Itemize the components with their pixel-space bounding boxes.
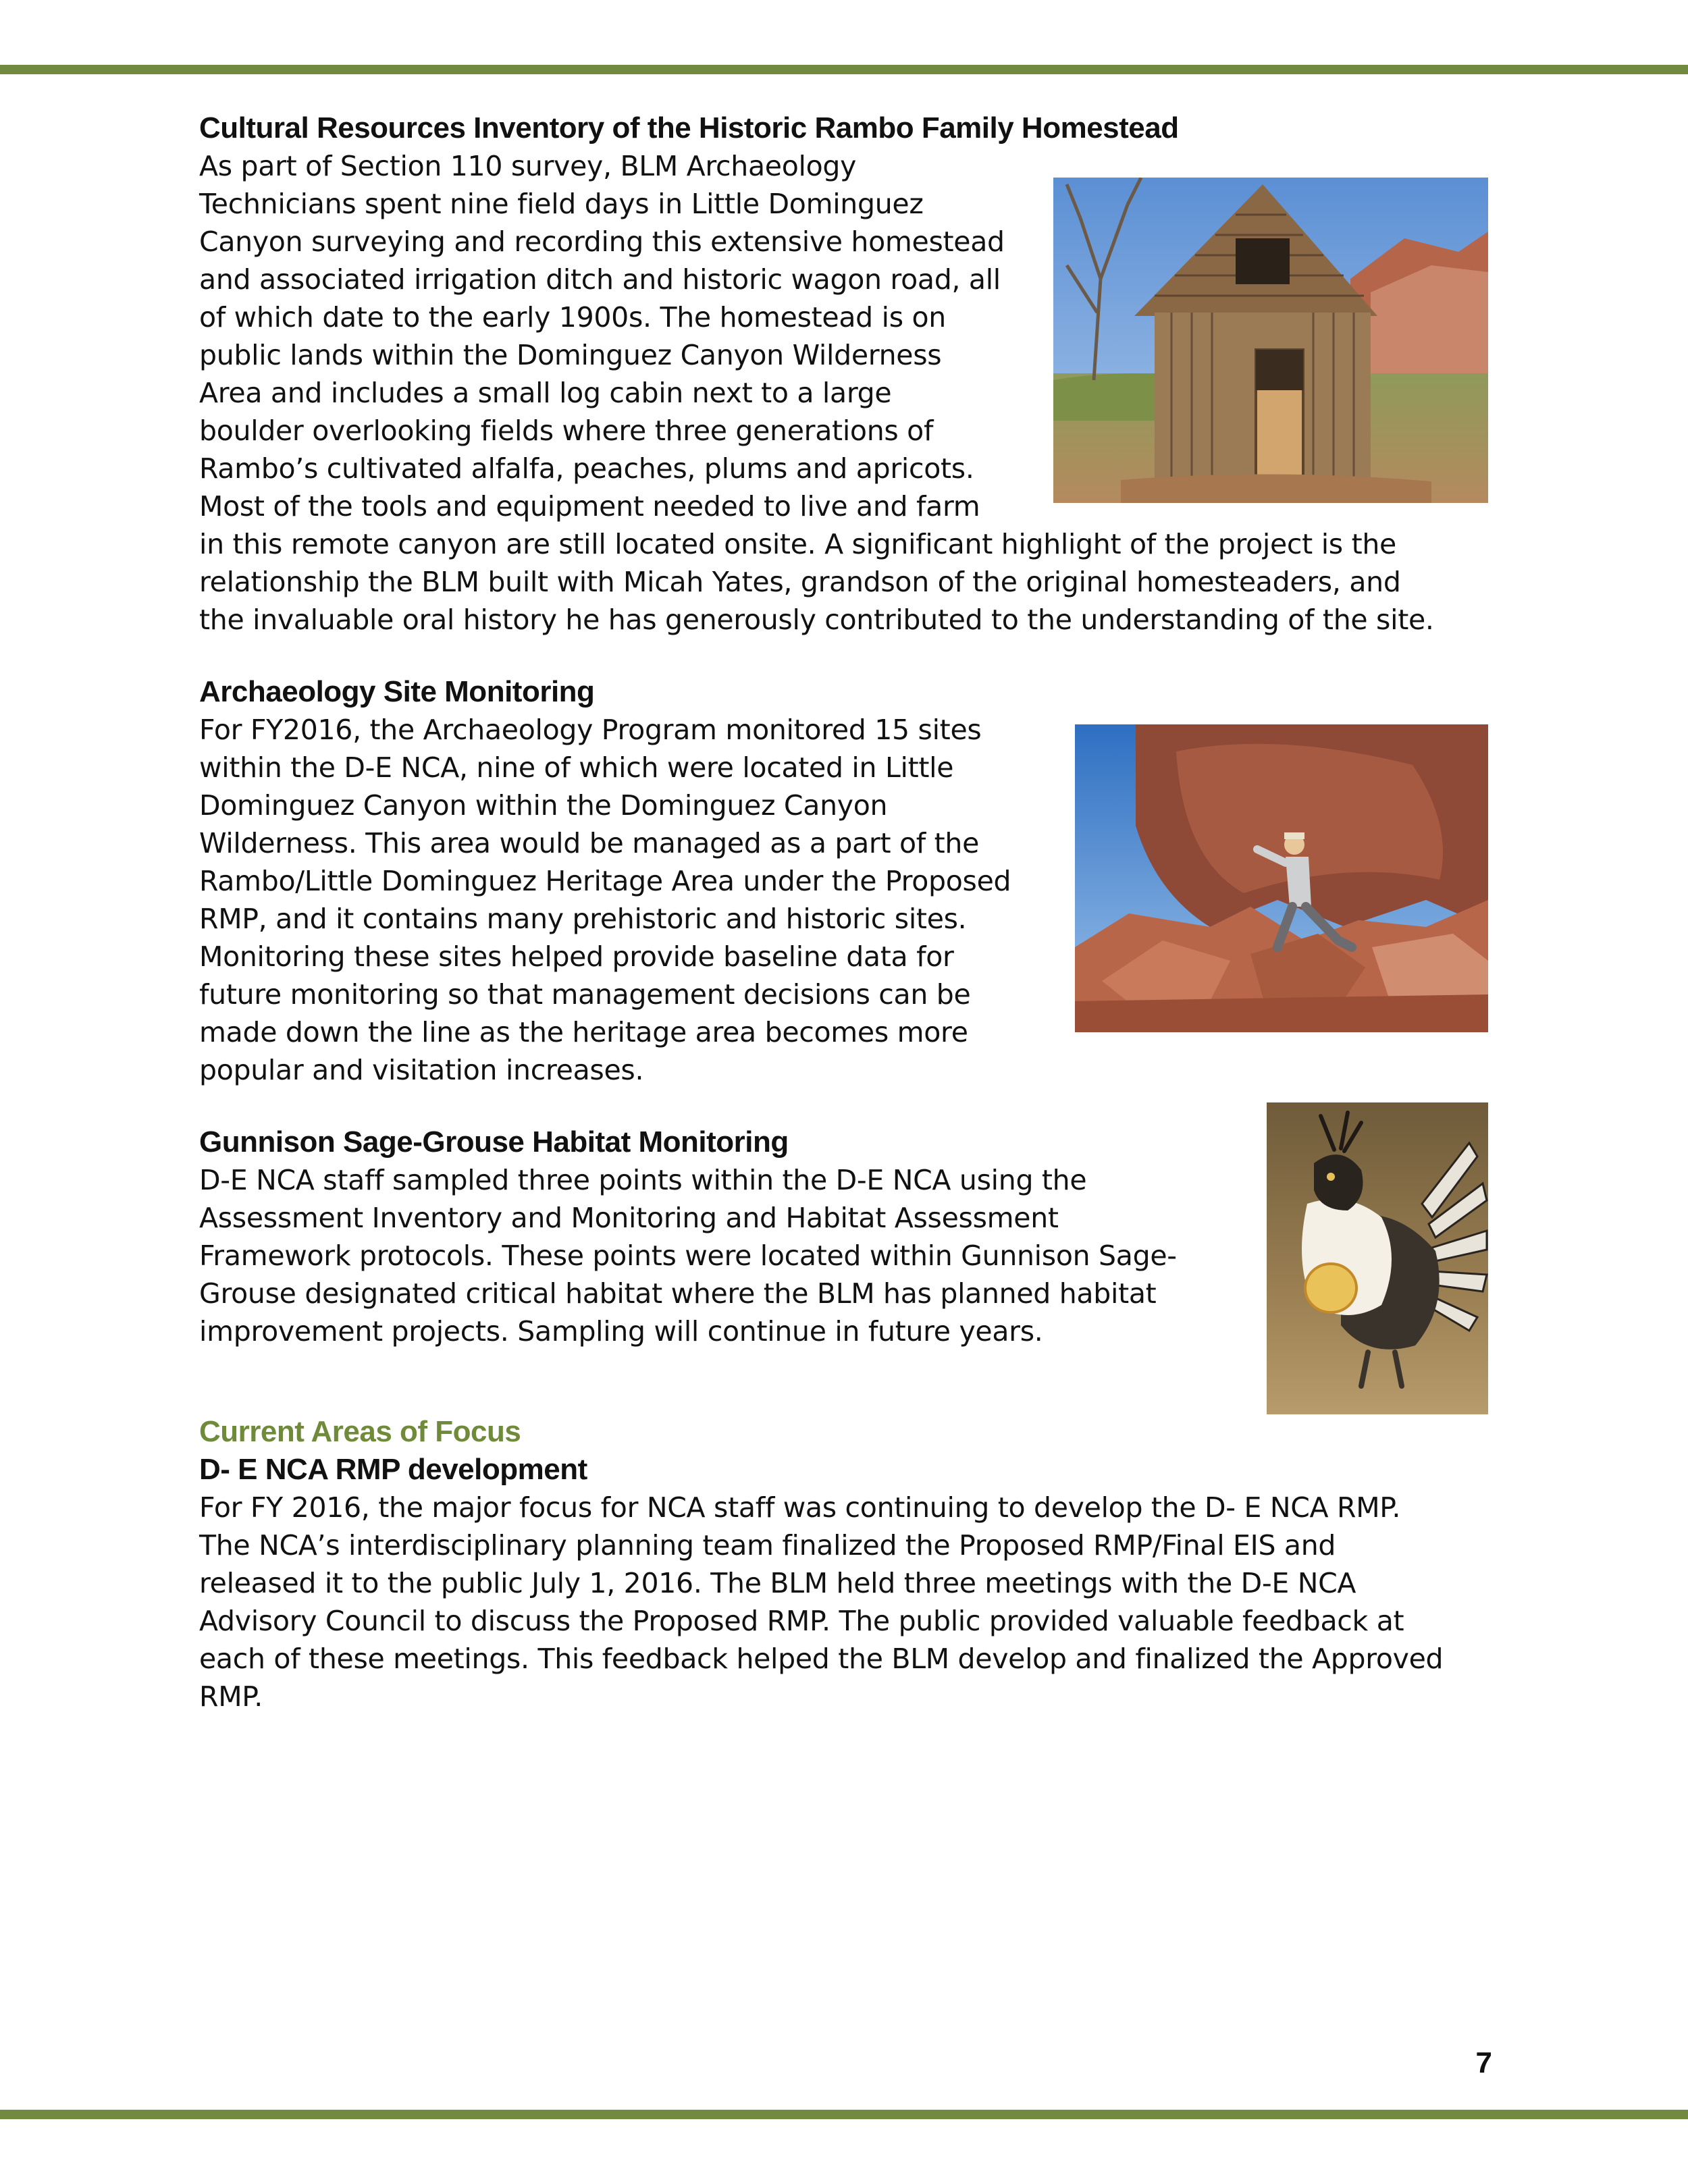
text-line: Advisory Council to discuss the Proposed RMP. The public provided valuable feedback at	[199, 1605, 1404, 1637]
text-line: Framework protocols. These points were located within Gunnison Sage-	[199, 1240, 1177, 1272]
text-line: relationship the BLM built with Micah Yates, grandson of the original homesteaders, and	[199, 566, 1401, 598]
text-line: released it to the public July 1, 2016. The BLM held three meetings with the D-E NCA	[199, 1567, 1356, 1599]
text-line: Canyon surveying and recording this extensive homestead	[199, 225, 1005, 258]
text-line: For FY 2016, the major focus for NCA staff was continuing to develop the D- E NCA RMP.	[199, 1491, 1401, 1524]
text-line: Rambo’s cultivated alfalfa, peaches, plums and apricots.	[199, 452, 974, 485]
text-line: The NCA’s interdisciplinary planning team finalized the Proposed RMP/Final EIS and	[199, 1529, 1336, 1562]
page-number: 7	[1475, 2046, 1492, 2079]
text-line: popular and visitation increases.	[199, 1054, 644, 1086]
sage-grouse-section-text	[199, 1161, 1177, 1350]
text-line: and associated irrigation ditch and historic wagon road, all	[199, 263, 1001, 296]
text-line: the invaluable oral history he has generously contributed to the understanding of the site.	[199, 604, 1434, 636]
focus-label: Current Areas of Focus	[199, 1415, 521, 1448]
text-line: Monitoring these sites helped provide baseline data for	[199, 940, 954, 973]
text-line: each of these meetings. This feedback helped the BLM develop and finalized the Approved	[199, 1643, 1444, 1675]
rmp-heading: D- E NCA RMP development	[199, 1453, 587, 1486]
bottom-rule	[0, 2110, 1688, 2119]
text-line: improvement projects. Sampling will continue in future years.	[199, 1315, 1043, 1348]
top-rule	[0, 65, 1688, 74]
text-line: made down the line as the heritage area becomes more	[199, 1016, 968, 1048]
cabin-section-heading: Cultural Resources Inventory of the Historic Rambo Family Homestead	[199, 111, 1179, 144]
text-line: RMP, and it contains many prehistoric and historic sites.	[199, 903, 967, 935]
rmp-text	[199, 1489, 1443, 1715]
sage-grouse-section-heading: Gunnison Sage-Grouse Habitat Monitoring	[199, 1125, 789, 1158]
text-line: As part of Section 110 survey, BLM Archaeology	[199, 150, 857, 182]
text-line: Area and includes a small log cabin next to a large	[199, 377, 892, 409]
archaeology-section-text	[199, 711, 1011, 1089]
text-line: Grouse designated critical habitat where the BLM has planned habitat	[199, 1277, 1157, 1310]
text-line: of which date to the early 1900s. The homestead is on	[199, 301, 946, 334]
boulder-hiker-photo	[1075, 724, 1488, 1032]
text-line: boulder overlooking fields where three generations of	[199, 415, 934, 447]
wooden-cabin-photo	[1053, 178, 1488, 503]
archaeology-section-heading: Archaeology Site Monitoring	[199, 675, 595, 708]
text-line: RMP.	[199, 1680, 263, 1713]
text-line: Rambo/Little Dominguez Heritage Area under the Proposed	[199, 865, 1011, 897]
text-line: Dominguez Canyon within the Dominguez Canyon	[199, 789, 888, 822]
text-line: Most of the tools and equipment needed to live and farm	[199, 490, 980, 523]
text-line: future monitoring so that management decisions can be	[199, 978, 971, 1011]
text-line: in this remote canyon are still located onsite. A significant highlight of the project is the	[199, 528, 1396, 560]
text-line: public lands within the Dominguez Canyon Wilderness	[199, 339, 942, 371]
text-line: Technicians spent nine field days in Little Dominguez	[199, 188, 924, 220]
text-line: D-E NCA staff sampled three points within the D-E NCA using the	[199, 1164, 1087, 1196]
text-line: within the D-E NCA, nine of which were located in Little	[199, 751, 954, 784]
text-line: Wilderness. This area would be managed as a part of the	[199, 827, 980, 859]
text-line: Assessment Inventory and Monitoring and Habitat Assessment	[199, 1202, 1059, 1234]
sage-grouse-photo	[1267, 1102, 1488, 1414]
text-line: For FY2016, the Archaeology Program monitored 15 sites	[199, 714, 982, 746]
